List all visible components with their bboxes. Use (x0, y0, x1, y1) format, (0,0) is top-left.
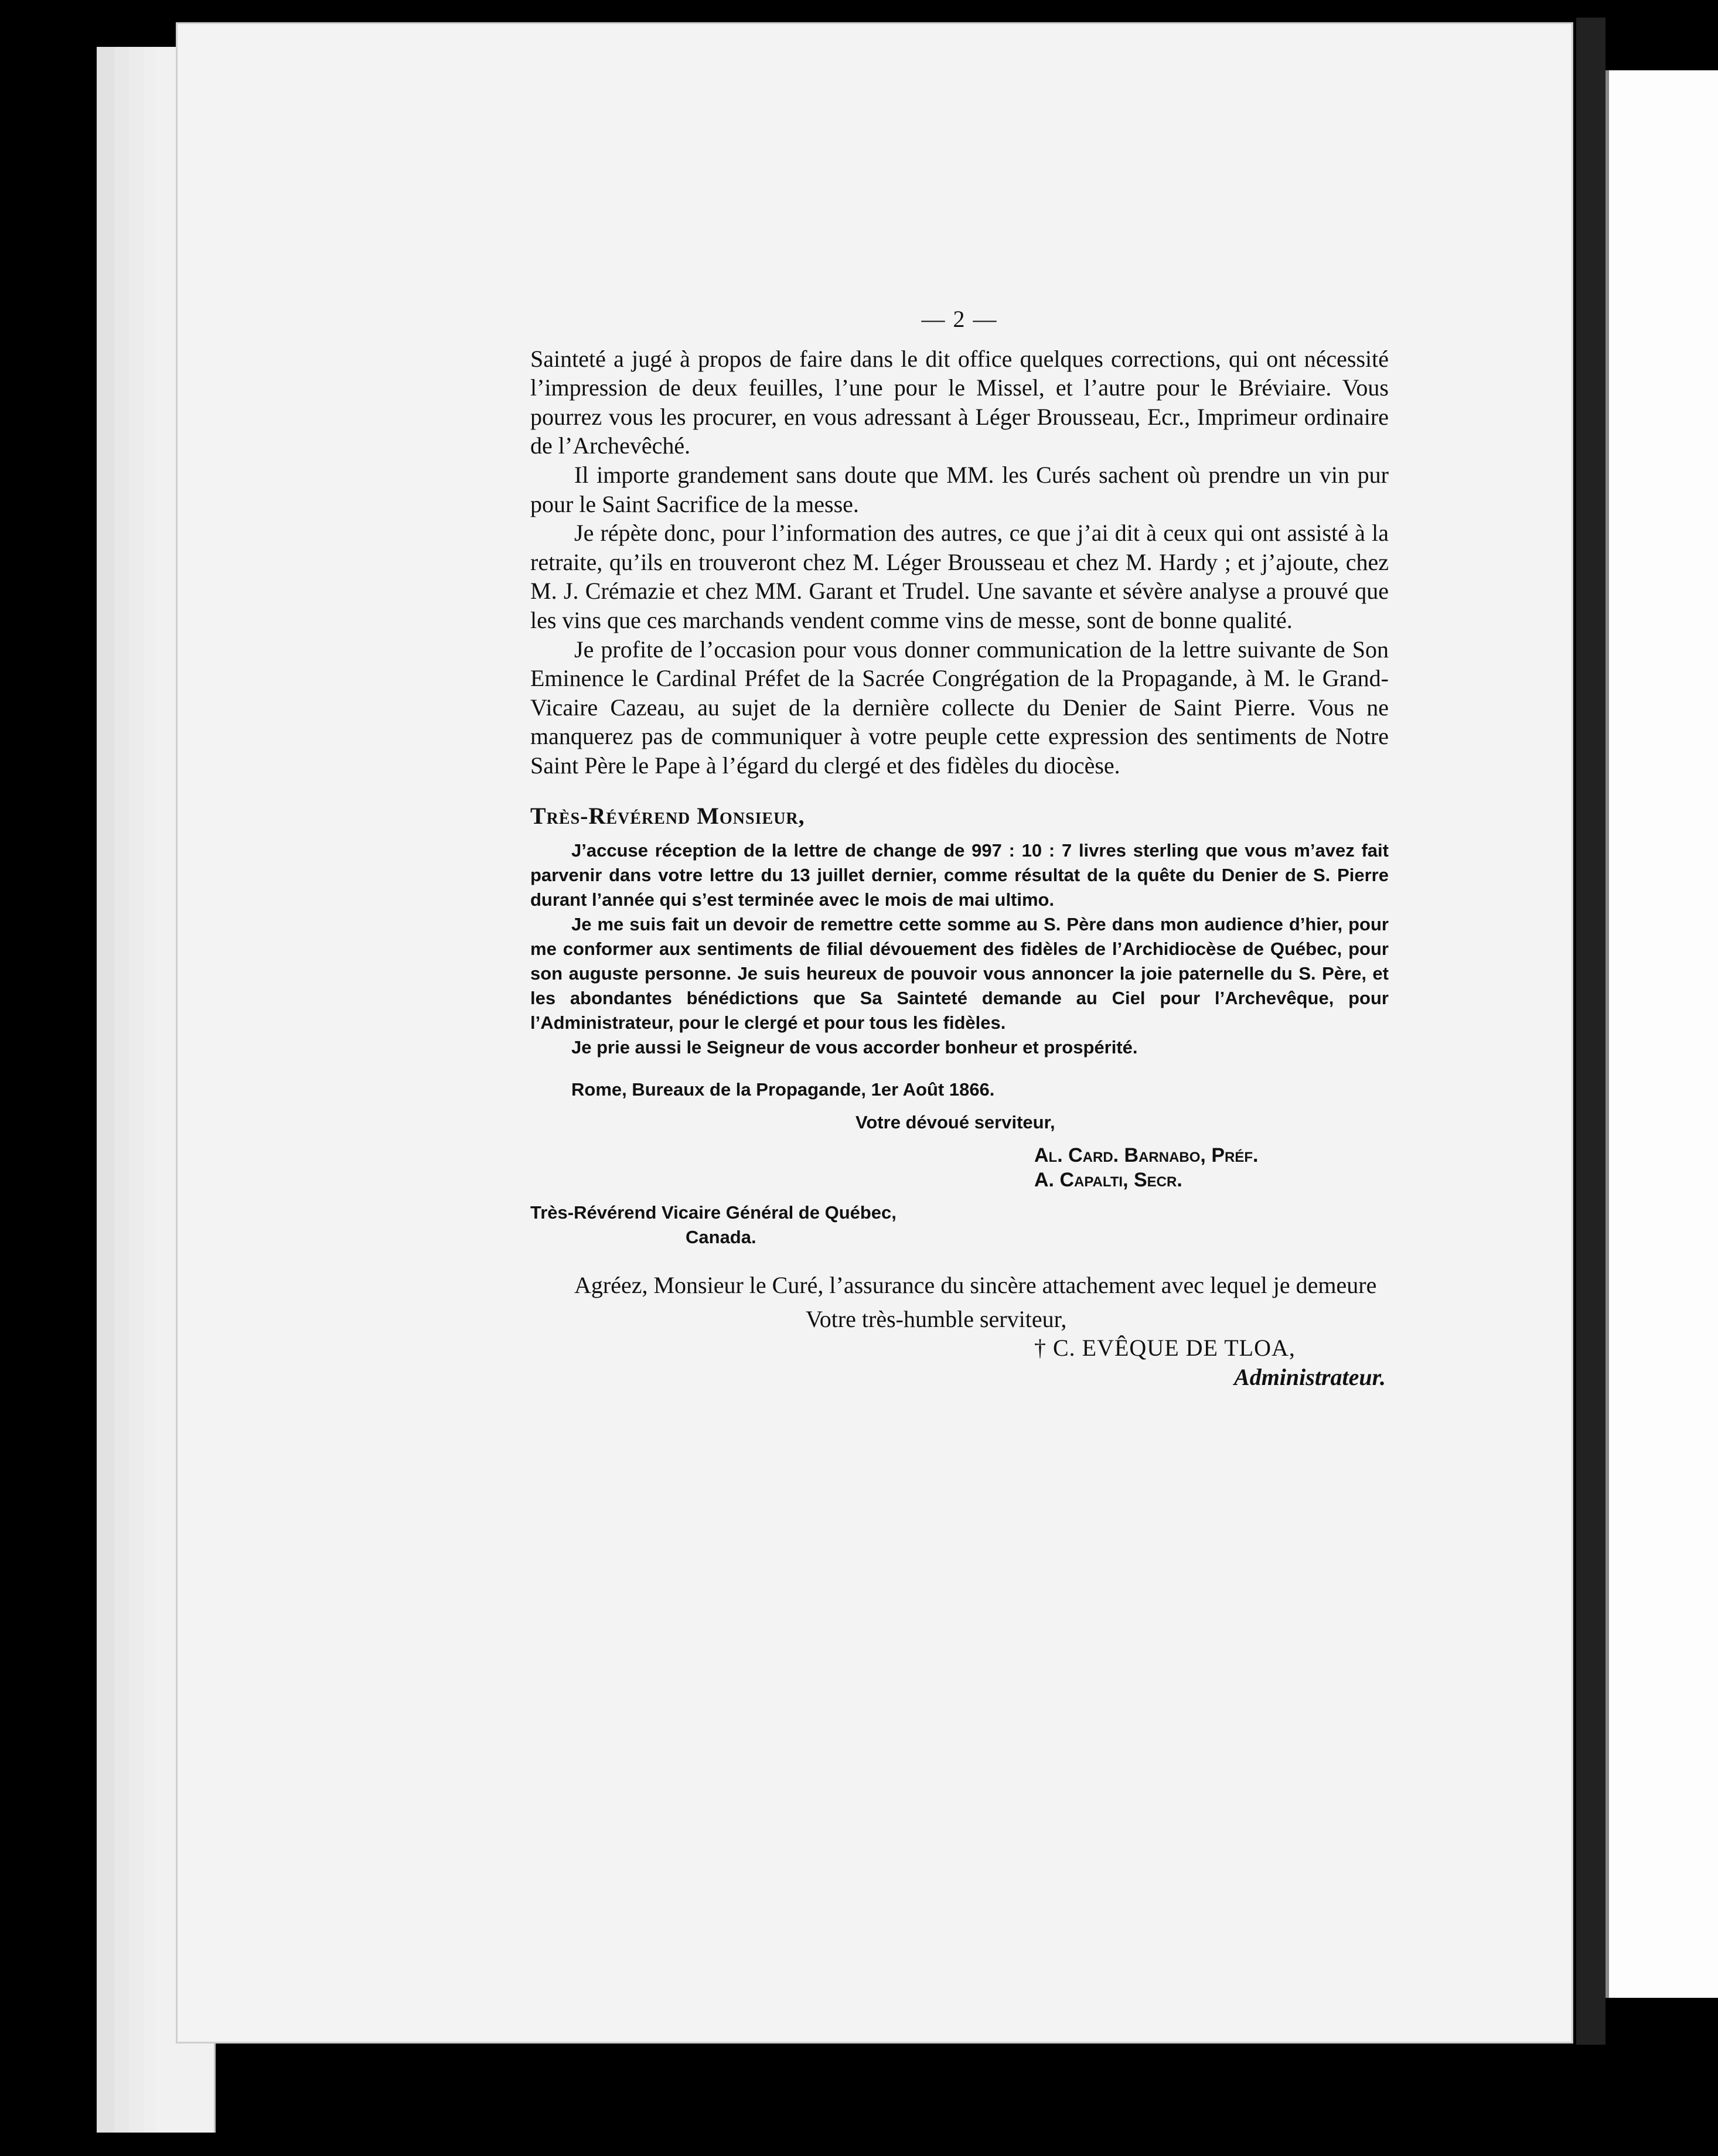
signature: † C. EVÊQUE DE TLOA, (1034, 1335, 1296, 1362)
letter-signature-1: Al. Card. Barnabo, Préf. (1034, 1144, 1259, 1167)
binding-gutter (1576, 18, 1605, 2045)
letter-place-date: Rome, Bureaux de la Propagande, 1er Août 1866. (571, 1079, 995, 1100)
letter-addressee: Très-Révérend Vicaire Général de Québec, (530, 1202, 897, 1223)
paragraph: Il importe grandement sans doute que MM. les Curés sachent où prendre un vin pur pour le Saint Sacrifice de la messe. (530, 461, 1389, 517)
page-content (530, 305, 1389, 1391)
facing-page (1605, 70, 1718, 1998)
letter-closing: Votre dévoué serviteur, (855, 1112, 1055, 1133)
page-number: — 2 — (921, 306, 998, 332)
closing-signoff: Votre très-humble serviteur, (806, 1305, 1067, 1332)
letter-salutation: Très-Révérend Monsieur, (530, 802, 805, 829)
paragraph: Sainteté a jugé à propos de faire dans le dit office quelques corrections, qui ont nécessité l’impression de deux feuilles, l’une pour le Missel, et l’autre pour le Bréviaire. Vous pourrez vous les procurer, en vous adressant à Léger Brousseau, Ecr., Imprimeur ordinaire de l’Archevêché. (530, 345, 1389, 459)
paragraph: Je répète donc, pour l’information des autres, ce que j’ai dit à ceux qui ont assisté à la retraite, qu’ils en trouveront chez M. Léger Brousseau et chez M. Hardy ; et j’ajoute, chez M. J. Crémazie et chez MM. Garant et Trudel. Une savante et sévère analyse a prouvé que les vins que ces marchands vendent comme vins de messe, sont de bonne qualité. (530, 520, 1389, 633)
closing-paragraph: Agréez, Monsieur le Curé, l’assurance du sincère attachement avec lequel je demeure (574, 1272, 1377, 1299)
letter-paragraph: Je prie aussi le Seigneur de vous accorder bonheur et prospérité. (571, 1037, 1138, 1058)
letter-addressee-country: Canada. (686, 1227, 756, 1248)
letter-paragraph: J’accuse réception de la lettre de change de 997 : 10 : 7 livres sterling que vous m’avez fait parvenir dans votre lettre du 13 juillet dernier, comme résultat de la quête du Denier de S. Pierre durant l’année qui s’est terminée avec le mois de mai ultimo. (530, 840, 1389, 910)
letter-signature-2: A. Capalti, Secr. (1034, 1169, 1182, 1192)
letter-paragraph: Je me suis fait un devoir de remettre cette somme au S. Père dans mon audience d’hier, pour me conformer aux sentiments de filial dévouement des fidèles de l’Archidiocèse de Québec, pour son auguste personne. Je suis heureux de pouvoir vous annoncer la joie paternelle du S. Père, et les abondantes bénédictions que Sa Sainteté demande au Ciel pour l’Archevêque, pour l’Administrateur, pour le clergé et pour tous les fidèles. (530, 914, 1389, 1033)
signature-title: Administrateur. (1234, 1363, 1386, 1390)
quoted-letter (530, 838, 1389, 1250)
paragraph: Je profite de l’occasion pour vous donner communication de la lettre suivante de Son Eminence le Cardinal Préfet de la Sacrée Congrégation de la Propagande, à M. le Grand-Vicaire Cazeau, au sujet de la dernière collecte du Denier de Saint Pierre. Vous ne manquerez pas de communiquer à votre peuple cette expression des sentiments de Notre Saint Père le Pape à l’égard du clergé et des fidèles du diocèse. (530, 636, 1389, 779)
